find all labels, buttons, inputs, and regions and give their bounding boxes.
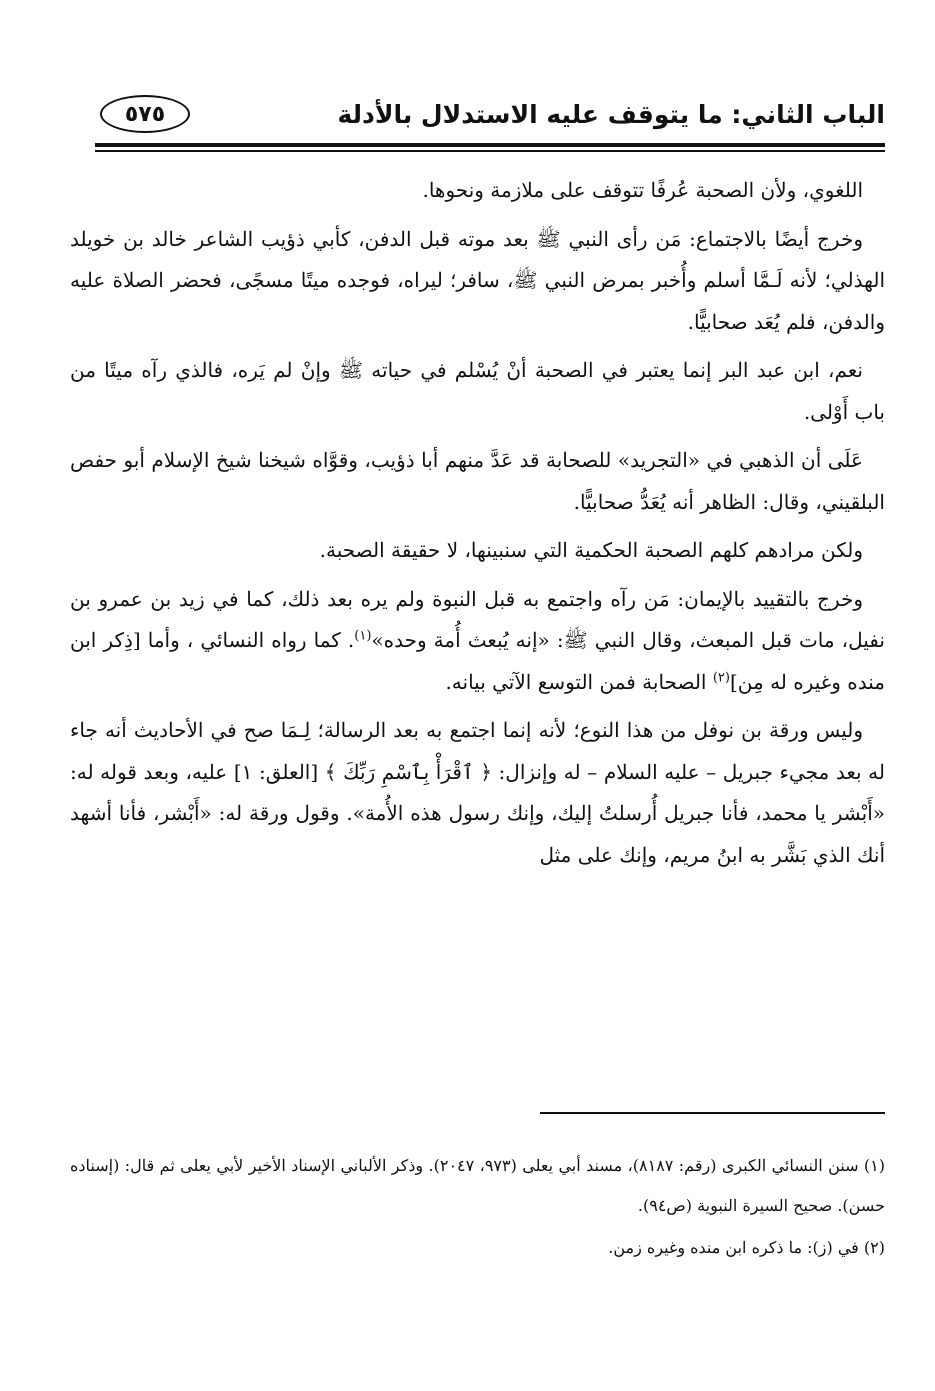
- paragraph: وليس ورقة بن نوفل من هذا النوع؛ لأنه إنما اجتمع به بعد الرسالة؛ لِـمَا صح في الأحاديث أنه جاء له بعد مجيء جبريل – عليه السلام – له وإنزال: ﴿ ٱقْرَأْ بِٱسْمِ رَبِّكَ ﴾ [العلق: ١] عليه، وبعد قوله له: «أَبْشر يا محمد، فأنا جبريل أُرسلتُ إليك، وإنك رسول هذه الأُمة». وقول ورقة له: «أَبْشر، فأنا أشهد أنك الذي بَشَّر به ابنُ مريم، وإنك على مثل: [70, 718, 885, 867]
- page-number: ٥٧٥: [100, 95, 190, 133]
- paragraph: وخرج أيضًا بالاجتماع: مَن رأى النبي ﷺ بعد موته قبل الدفن، كأبي ذؤيب الشاعر خالد بن خويلد الهذلي؛ لأنه لَـمَّا أسلم وأُخبر بمرض النبي ﷺ، سافر؛ ليراه، فوجده ميتًا مسجًى، فحضر الصلاة عليه والدفن، فلم يُعَد صحابيًّا.: [70, 226, 885, 334]
- chapter-title: الباب الثاني: ما يتوقف عليه الاستدلال بالأدلة: [337, 100, 885, 129]
- footnote: (٢) في (ز): ما ذكره ابن منده وغيره زمن.: [608, 1238, 885, 1257]
- paragraph: ولكن مرادهم كلهم الصحبة الحكمية التي سنبينها، لا حقيقة الصحبة.: [319, 538, 863, 562]
- footnotes: [70, 1146, 885, 1270]
- footnote-ref[interactable]: (١): [354, 628, 372, 644]
- header-rule-thin: [95, 150, 885, 152]
- paragraph-text: وخرج بالتقييد بالإيمان: مَن رآه واجتمع به قبل النبوة ولم يره بعد ذلك، كما في زيد بن عمرو بن نفيل، مات قبل المبعث، وقال النبي ﷺ: «إنه يُبعث أُمة وحده»: [70, 586, 885, 652]
- paragraph: عَلَى أن الذهبي في «التجريد» للصحابة قد عَدَّ منهم أبا ذؤيب، وقوَّاه شيخنا شيخ الإسلام أبو حفص البلقيني، وقال: الظاهر أنه يُعَدُّ صحابيًّا.: [70, 448, 885, 514]
- paragraph: [70, 579, 885, 704]
- paragraph-text: الصحابة فمن التوسع الآتي بيانه.: [445, 669, 713, 694]
- footnote-separator: [540, 1112, 885, 1114]
- paragraph: نعم، ابن عبد البر إنما يعتبر في الصحبة أنْ يُسْلم في حياته ﷺ وإنْ لم يَره، فالذي رآه ميتًا من باب أَوْلى.: [70, 358, 885, 424]
- main-text: [70, 170, 885, 883]
- footnote-ref[interactable]: (٢): [712, 669, 730, 685]
- header-rule-thick: [95, 143, 885, 147]
- paragraph: اللغوي، ولأن الصحبة عُرفًا تتوقف على ملازمة ونحوها.: [422, 178, 863, 202]
- footnote: (١) سنن النسائي الكبرى (رقم: ٨١٨٧)، مسند أبي يعلى (٩٧٣، ٢٠٤٧). وذكر الألباني الإسناد الأخير لأبي يعلى ثم قال: (إسناده حسن). صحيح السيرة النبوية (ص٩٤).: [70, 1156, 886, 1215]
- page-header: [95, 92, 885, 142]
- paragraph-text: . كما رواه النسائي ، وأما [ذِكر ابن منده وغيره له مِن]: [70, 628, 885, 694]
